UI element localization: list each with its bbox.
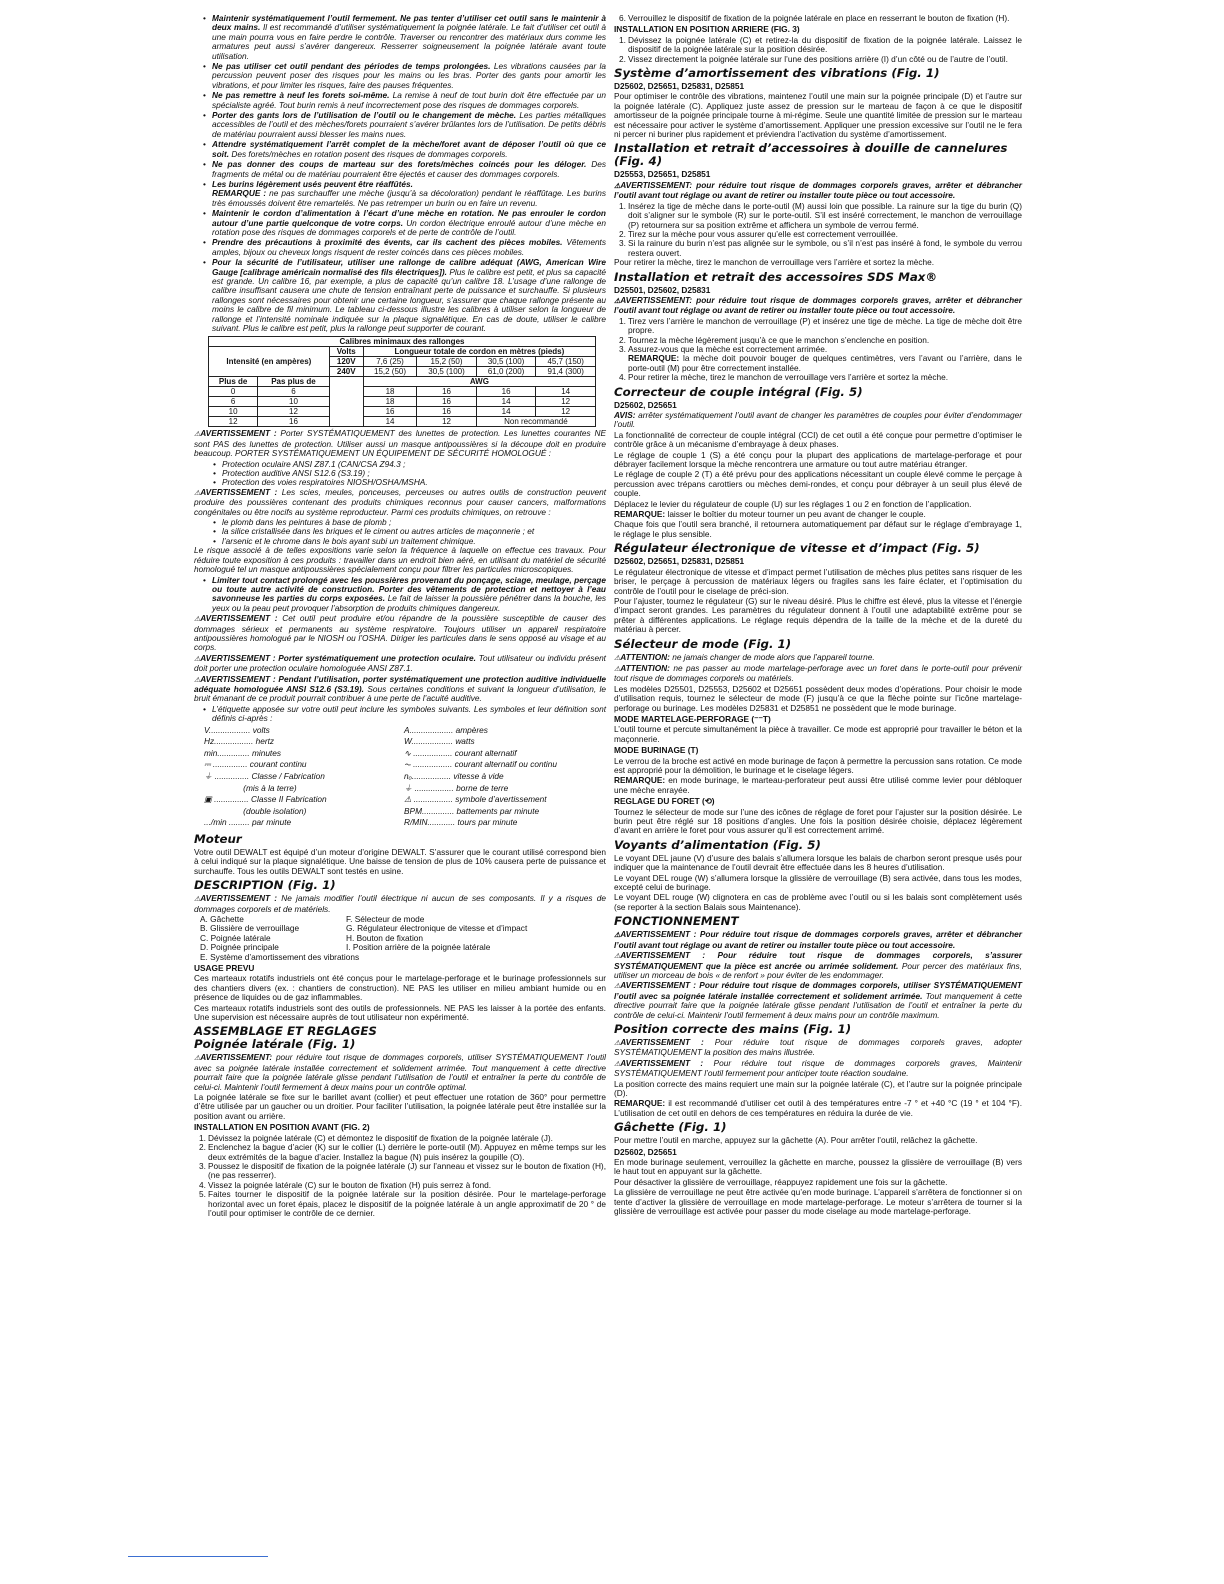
warning-pos-1: ⚠AVERTISSEMENT : Pour réduire tout risque de dommages corporels graves, adopter SYSTÉMATIQUEMENT la position des mains illustrée. [614,1036,1022,1058]
warning-icon: ⚠ [194,655,201,663]
warning-icon: ⚠ [194,616,201,624]
symbol-def: min.............. minutes [204,747,281,758]
heading-position: Position correcte des mains (Fig. 1) [614,1021,852,1036]
part-item: G. Régulateur électronique de vitesse et d’impact [346,923,528,934]
warning-icon: ⚠ [614,297,621,305]
usage-text-1: Ces marteaux rotatifs industriels ont été conçus pour le martelage-perforage et le burinage professionnels sur des chantiers divers (ex. : chantiers de construction). NE PAS les utiliser en milieu ambiant humide ou en présence de liquides ou de gaz inflammables. [194,973,606,1003]
mode-martelage-text: L’outil tourne et percute simultanément la pièce à travailler. Ce mode est approprié pour travailler le béton et la maçonnerie. [614,724,1022,744]
protection-item: • Protection des voies respiratoires NIOSH/OSHA/MSHA. [194,478,606,487]
regulateur-text-1: Le régulateur électronique de vitesse et d’impact permet l’utilisation de mèches plus petites sans risquer de les briser, le perçage à percussion de matériaux légers ou fragiles sans les faire éclater, et l’optimisation du contrôle de l’outil pour le ciselage de préci-sion. [614,566,1022,596]
protection-item: • Protection auditive ANSI S12.6 (S3.19) ; [194,469,606,478]
list-item: 1. Tirez vers l’arrière le manchon de verrouillage (P) et insérez une tige de mèche. La tige de mèche doit être propre. [619,315,1022,336]
cannelures-steps [614,202,1022,258]
bullet-dust: • Limiter tout contact prolongé avec les poussières provenant du ponçage, sciage, meulage, perçage ou toute autre activité de construction. Porter des vêtements de protection et nettoyer à l’eau savonneuse les parties du corps exposées. Le fait de laisser la poussière pénétrer dans la bouche, les yeux ou la peau peut provoquer l’absorption de produits chimiques dangereux. [194,576,606,614]
list-item: 3. Si la rainure du burin n’est pas alignée sur le symbole, ou s’il n’est pas inséré à fond, le symbole du verrou restera ouvert. [619,238,1022,258]
voyants-text-2: Le voyant DEL rouge (W) s’allumera lorsque la glissière de verrouillage (B) sera activée, dans tous les modes, excepté celui de burinage. [614,872,1022,893]
warning-respiratory: ⚠AVERTISSEMENT : Cet outil peut produire et/ou répandre de la poussière susceptible de causer des dommages sérieux et permanents au système respiratoire. Toujours utiliser un appareil respiratoire antipoussières homologué par le NIOSH ou l’OSHA. Diriger les particules dans le sens opposé au visage et au corps. [194,613,607,653]
page-marker-line [128,1556,268,1557]
warning-modify: ⚠AVERTISSEMENT : Ne jamais modifier l’outil électrique ni aucun de ses composants. Il y a risques de dommages corporels et de matériels. [194,893,606,914]
mode-burinage-remark: REMARQUE: en mode burinage, le marteau-perforateur peut aussi être utilisé comme levier pour débloquer une mèche enrayée. [614,775,1022,795]
bullet-1: • Maintenir systématiquement l’outil fermement. Ne pas tenter d’utiliser cet outil sans le maintenir à deux mains. Il est recommandé d’utiliser systématiquement la poignée latérale. Le fait d’utiliser cet outil à une main pourra vous en faire perdre le contrôle. Traverser ou rencontrer des matériaux durs comme les armatures peut aussi s’avérer dangereux. Resserrer soigneusement la poignée latérale avant toute utilisation. [194,14,606,61]
symbol-def: ⎓ ............... courant continu [204,759,307,770]
right-column [614,14,1022,1217]
warning-fonc-3: ⚠AVERTISSEMENT : Pour réduire tout risque de dommages corporels, utiliser SYSTÉMATIQUEMENT l’outil avec sa poignée latérale installée correctement et solidement arrimée. Tout manquement à cette directive pourrait faire que la poignée latérale glisse pendant l’utilisation de l’outil et entraîner la perte du contrôle de celui-ci. Maintenir l’outil fermement à deux mains pour un contrôle maximum. [614,980,1023,1020]
part-item: I. Position arrière de la poignée latérale [346,942,491,953]
warning-icon: ⚠ [194,1055,201,1063]
warning-icon: ⚠ [614,953,621,961]
models-couple: D25602, D25651 [614,399,677,410]
warning-poignee: ⚠AVERTISSEMENT: pour réduire tout risque de dommages corporels, utiliser SYSTÉMATIQUEMENT l’outil avec sa poignée latérale installée correctement et solidement arrimée. Tout manquement à cette directive pourrait faire que la poignée latérale glisse pendant l’utilisation de l’outil et entraîner la perte du contrôle de celui-ci. Maintenir l’outil fermement à deux mains pour un contrôle optimal. [194,1052,606,1092]
chemical-item: • la silice cristallisée dans les briques et le ciment ou autres articles de maçonnerie ; et [194,527,606,536]
avant-step-6 [614,14,1022,23]
list-item: 4. Pour retirer la mèche, tirez le manchon de verrouillage vers l’arrière et sortez la mèche. [619,372,949,383]
heading-gachette: Gâchette (Fig. 1) [614,1120,727,1135]
bullet-9: • Prendre des précautions à proximité des évents, car ils cachent des pièces mobiles. Vêtements amples, bijoux ou cheveux longs risquent de rester coincés dans ces pièces mobiles. [194,238,606,257]
bullet-5: • Attendre systématiquement l’arrêt complet de la mèche/foret avant de déposer l’outil où que ce soit. Des forets/mèches en rotation posent des risques de dommages corporels. [194,140,606,159]
symbol-def: .../min ......... par minute [204,817,292,828]
heading-arriere: INSTALLATION EN POSITION ARRIERE (FIG. 3) [614,24,800,35]
part-item: E. Système d’amortissement des vibrations [200,951,360,962]
vibrations-text: Pour optimiser le contrôle des vibrations, maintenez l’outil une main sur la poignée principale (D) et l’autre sur la poignée latérale (C). Appliquez juste assez de pression sur le marteau de façon à ce que le dispositif amortisseur de la poignée principale tourne à mi-régime. Seule une quantité limitée de pression sur le marteau est nécessaire pour activer le système d’amortissement. Appliquer une pression excessive sur l’outil ne le fera ni percer ni buriner plus rapidement et préviendra l’activation du système d’amortissement. [614,91,1022,140]
warning-sds: ⚠AVERTISSEMENT: pour réduire tout risque de dommages corporels graves, arrêter et débrancher l’outil avant tout réglage ou avant de retirer ou installer toute pièce ou tout accessoire. [614,294,1022,316]
part-item: H. Bouton de fixation [346,932,424,943]
chemical-item: • l’arsenic et le chrome dans le bois ayant subi un traitement chimique. [194,537,606,546]
table-blank [329,377,363,427]
models-gachette: D25602, D25651 [614,1146,677,1157]
avant-steps [194,1134,606,1219]
warning-icon: ⚠ [614,932,621,940]
voyants-text-3: Le voyant DEL rouge (W) clignotera en cas de problème avec l’outil ou si les balais sont complètement usés (se reporter à la section Balais sous Maintenance). [614,892,1022,912]
sds-steps [614,317,1022,383]
list-item: 3. Assurez-vous que la mèche est correctement arrimée. REMARQUE: la mèche doit pouvoir bouger de quelques centimètres, vers l’avant ou l’arrière, dans le porte-outil (M) pour être correctement installée. [619,343,1022,373]
risk-text: Le risque associé à de telles expositions varie selon la fréquence à laquelle on effectue ces travaux. Pour réduire toute exposition à ces produits : travailler dans un endroit bien aéré, en utilisant du matériel de sécurité homologué tel un masque antipoussières spécialement conçu pour filtrer les particules microscopiques. [194,545,606,575]
heading-poignee: Poignée latérale (Fig. 1) [194,1037,356,1052]
list-item: 2. Enclenchez la bague d’acier (K) sur le collier (L) derrière le porte-outil (M). Appuyez en même temps sur les deux extrémités de la bague d’acier. Installez la bague (N) puis insérez la goupille (O). [199,1142,606,1162]
usage-text-2: Ces marteaux rotatifs industriels sont des outils de professionnels. NE PAS les laisser à la portée des enfants. Une supervision est nécessaire auprès de tout utilisateur non expérimenté. [194,1002,606,1023]
symbol-def: (double isolation) [204,805,307,816]
couple-text-2: Le réglage de couple 1 (S) a été conçu pour la plupart des applications de martelage-perforage et pour débrayer facilement lorsque la mèche rencontrera une armature ou tout autre matériau étranger. [614,449,1022,470]
reglage-foret-text: Tournez le sélecteur de mode sur l’une des icônes de réglage de foret pour l’ajuster sur la position désirée. Le burin peut être réglé sur 18 positions d’angles. Une fois la position désirée choisie, déplacez légèrement d’avant en arrière le foret pour vous assurer qu’il est correctement arrimé. [614,806,1022,836]
symbol-def: (mis à la terre) [204,782,297,793]
models-cannelures: D25553, D25651, D25851 [614,169,711,180]
warning-eye-protection: ⚠AVERTISSEMENT : Porter systématiquement une protection oculaire. Tout utilisateur ou individu présent doit porter une protection oculaire homologuée ANSI Z87.1. [194,652,606,674]
heading-sds: Installation et retrait des accessoires SDS Max® [614,269,938,284]
list-item: 6. Verrouillez le dispositif de fixation de la poignée latérale en place en resserrant le bouton de fixation (H). [619,13,1010,23]
symbols-intro: • L’étiquette apposée sur votre outil peut inclure les symboles suivants. Les symboles et leur définition sont définis ci-après : [194,705,606,724]
list-item: 5. Faites tourner le dispositif de la poignée latérale sur la position désirée. Pour le martelage-perforage horizontal avec un foret épais, placez le dispositif de la poignée latérale à un angle approximatif de 20 ° de l’outil pour optimiser le contrôle de ce dernier. [199,1189,606,1218]
heading-description: DESCRIPTION (Fig. 1) [194,878,336,893]
heading-usage: USAGE PREVU [194,963,255,973]
heading-moteur: Moteur [194,831,242,846]
gachette-text-1: En mode burinage seulement, verrouillez la gâchette en marche, poussez la glissière de verrouillage (B) vers le haut tout en appuyant sur la gâchette. [614,1157,1022,1177]
warning-cannelures: ⚠AVERTISSEMENT: pour réduire tout risque de dommages corporels graves, arrêter et débrancher l’outil avant tout réglage ou avant de retirer ou installer toute pièce ou tout accessoire. [614,179,1022,201]
part-item: A. Gâchette [200,913,244,924]
protection-item: • Protection oculaire ANSI Z87.1 (CAN/CSA Z94.3 ; [194,460,606,469]
list-item: 2. Tournez la mèche légèrement jusqu’à ce que le manchon s’enclenche en position. [619,334,930,345]
extension-cord-table: Calibres minimaux des rallonges Intensité (en ampères) Volts Longueur totale de cordon en mètres (pieds) 120V 7,6 (25) 15,2 (50) 30,5 (100) 45,7 (150) 240V 15,2 (50) 30,5 (100) 61,0 (200) 91,4 (300) Plus de Pas plus de AWG 0 6 18 16 16 14 6 10 18 16 14 12 10 12 16 16 14 12 12 16 14 12 Non recommandé [208,336,596,427]
couple-text-3: Le réglage de couple 2 (T) a été prévu pour des applications nécessitant un couple élevé comme le perçage à percussion avec trépans carottiers ou mèches demi-rondes, et conçu pour débrayer à un seuil plus élevé de couple. [614,469,1022,499]
warning-hearing: ⚠AVERTISSEMENT : Pendant l’utilisation, porter systématiquement une protection auditive individuelle adéquate homologuée ANSI S12.6 (S3.19). Sous certaines conditions et suivant la longueur d’utilisation, le bruit émanant de ce produit pourrait contribuer à une perte de l’acuité auditive. [194,673,606,704]
bullet-6: • Ne pas donner des coups de marteau sur des forets/mèches coincés pour les déloger. Des fragments de métal ou de matériau pourraient être éjectés et causer des dommages corporels. [194,160,606,179]
models-vibrations: D25602, D25651, D25831, D25851 [614,81,745,92]
warning-fonc-2: ⚠AVERTISSEMENT : Pour réduire tout risque de dommages corporels, s’assurer SYSTÉMATIQUEMENT que la pièce est ancrée ou arrimée solidement. Pour percer des matériaux fins, utiliser un morceau de bois « de renfort » pour éviter de les endommager. [614,950,1022,980]
symbol-def: R/MIN............ tours par minute [404,817,518,828]
heading-regulateur: Régulateur électronique de vitesse et d’impact (Fig. 5) [614,541,980,556]
symbols-grid [204,726,606,830]
heading-vibrations: Système d’amortissement des vibrations (Fig. 1) [614,66,940,81]
warning-fonc-1: ⚠AVERTISSEMENT : Pour réduire tout risque de dommages corporels graves, arrêter et débrancher l’outil avant tout réglage ou avant de retirer ou installer toute pièce ou tout accessoire. [614,929,1022,950]
warning-icon: ⚠ [614,1039,621,1047]
list-item: 2. Tirez sur la mèche pour vous assurer qu’elle est correctement verrouillée. [619,228,898,239]
heading-avant: INSTALLATION EN POSITION AVANT (FIG. 2) [194,1122,370,1133]
symbol-def: ⏚ ................. borne de terre [404,782,509,793]
parts-list [200,915,606,962]
heading-voyants: Voyants d’alimentation (Fig. 5) [614,837,821,852]
symbol-def: ▣ ............... Classe II Fabrication [204,794,327,805]
models-regulateur: D25602, D25651, D25831, D25851 [614,556,745,567]
symbol-def: ∿ ................. courant alternatif [404,747,517,758]
heading-fonctionnement: FONCTIONNEMENT [614,914,739,929]
table-row: 12 16 14 12 Non recommandé [209,417,596,427]
heading-couple: Correcteur de couple intégral (Fig. 5) [614,384,863,399]
bullet-8: • Maintenir le cordon d’alimentation à l’écart d’une mèche en rotation. Ne pas enrouler le cordon autour d’une partie quelconque de votre corps. Un cordon électrique enroulé autour d’une mèche en rotation pose des risques de dommages corporels et de perte de contrôle de l’outil. [194,209,606,237]
heading-mode-burinage: MODE BURINAGE (T) [614,745,699,756]
couple-remark: REMARQUE: laisser le boîtier du moteur tourner un peu avant de changer le couple. [614,509,926,520]
bullet-4: • Porter des gants lors de l’utilisation de l’outil ou le changement de mèche. Les parties métalliques accessibles de l’outil et des mèches/forets pourraient s’avérer brûlantes lors de l’utilisation. De petits débris de matériau pourraient aussi blesser les mains nues. [194,111,606,139]
heading-mode-martelage: MODE MARTELAGE-PERFORAGE (⁻⁻T) [614,713,771,724]
position-text: La position correcte des mains requiert une main sur la poignée latérale (C), et l’autre sur la poignée principale (D). [614,1078,1022,1098]
couple-text-4: Déplacez le levier du régulateur de couple (U) sur les réglages 1 ou 2 en fonction de l’application. [614,498,972,509]
symbol-def: A................... ampères [404,724,488,735]
table-row: 6 10 18 16 14 12 [209,397,596,407]
warning-icon: ⚠ [194,431,201,439]
selecteur-text: Les modèles D25501, D25553, D25602 et D25651 possèdent deux modes d’opérations. Pour choisir le mode d’utilisation requis, tournez le sélecteur de mode (F) jusqu’à ce que la flèche pointe sur l’icône martelage-perforage ou burinage. Les modèles D25831 et D25851 ne possèdent que le mode burinage. [614,683,1022,713]
warning-eye: ⚠AVERTISSEMENT : Porter SYSTÉMATIQUEMENT des lunettes de protection. Les lunettes courantes NE sont PAS des lunettes de protection. Utiliser aussi un masque antipoussières si la découpe doit en produire beaucoup. PORTER SYSTÉMATIQUEMENT UN ÉQUIPEMENT DE SÉCURITÉ HOMOLOGUÉ : [194,428,606,459]
mode-burinage-text: Le verrou de la broche est activé en mode burinage de façon à permettre la percussion sans rotation. Ce mode est approprié pour la démolition, le burinage et le ciselage légers. [614,755,1022,775]
heading-selecteur: Sélecteur de mode (Fig. 1) [614,636,792,651]
symbol-def: nₒ................. vitesse à vide [404,770,504,781]
warning-icon: ⚠ [614,1060,621,1068]
bullet-2: • Ne pas utiliser cet outil pendant des périodes de temps prolongées. Les vibrations causées par la percussion peuvent poser des risques pour les mains ou les bras. Porter des gants pour amortir les vibrations, et pour limiter les risques, faire des pauses fréquentes. [194,62,606,90]
warning-pos-2: ⚠AVERTISSEMENT : Pour réduire tout risque de dommages corporels graves, Maintenir SYSTÉMATIQUEMENT l’outil fermement pour anticiper toute réaction soudaine. [614,1057,1022,1079]
couple-text-1: La fonctionnalité de correcteur de couple intégral (CCI) de cet outil a été conçue pour permettre d’optimiser le contrôle grâce à un mécanisme d’embrayage à deux phases. [614,429,1022,450]
position-remark: REMARQUE: il est recommandé d’utiliser cet outil à des températures entre -7 ° et +40 °C (19 ° et 104 °F). L’utilisation de cet outil en dehors de ces températures en réduira la durée de vie. [614,1098,1022,1118]
poignee-text: La poignée latérale se fixe sur le barillet avant (collier) et peut effectuer une rotation de 360° pour permettre d’être utilisée par un gaucher ou un droitier. Pour faciliter l’utilisation, la poignée latérale peut être installée sur la position avant ou arrière. [194,1092,606,1121]
gachette-text-3: La glissière de verrouillage ne peut être activée qu’en mode burinage. L’appareil s’arrêtera de fonctionner si on tente d’activer la glissière de verrouillage en mode martelage-perforage. Le moteur s’arrêtera de tourner si la glissière de verrouillage est activée pour passer du mode ciselage au mode martelage-perforage. [614,1187,1022,1217]
part-item: C. Poignée latérale [200,932,271,943]
list-item: 2. Vissez directement la poignée latérale sur l’une des positions arrière (I) d’un côté ou de l’autre de l’outil. [619,53,1008,64]
regulateur-text-2: Pour l’ajuster, tournez le régulateur (G) sur le niveau désiré. Plus le chiffre est élevé, plus la vitesse et l’énergie d’impact seront grandes. Les paramètres du régulateur donnent à l’outil une adaptabilité extrême pour se prêter à différentes applications. Le réglage requis dépendra de la taille de la mèche et de la dureté du matériau à percer. [614,595,1022,635]
symbol-def: ⏚ ............... Classe / Fabrication [204,770,325,781]
attention-1: ⚠ATTENTION: ne jamais changer de mode alors que l’appareil tourne. [614,651,875,662]
bullet-10: • Pour la sécurité de l’utilisateur, utiliser une rallonge de calibre adéquat (AWG, American Wire Gauge [calibrage américain normalisé des fils électriques]). Plus le calibre est petit, et plus sa capacité est grande. Un calibre 16, par exemple, a plus de capacité qu’un calibre 18. L’usage d’une rallonge de calibre insuffisant causera une chute de tension entraînant perte de puissance et surchauffe. Si plusieurs rallonges sont nécessaires pour obtenir une certaine longueur, s’assurer que chaque rallonge présente au moins le calibre de fil minimum. Le tableau ci-dessous illustre les calibres à utiliser selon la longueur de rallonge et l’intensité nominale indiquée sur la plaque signalétique. En cas de doute, utiliser le calibre suivant. Plus le calibre est petit, plus la rallonge peut supporter de courant. [194,258,606,333]
heading-assemblage: ASSEMBLAGE ET REGLAGES [194,1024,377,1039]
warning-icon: ⚠ [614,983,621,991]
symbol-def: Hz................. hertz [204,736,275,747]
heading-cannelures: Installation et retrait d’accessoires à douille de cannelures (Fig. 4) [614,141,1008,169]
left-column [194,14,606,1218]
models-sds: D25501, D25602, D25831 [614,284,711,295]
table-row: 0 6 18 16 16 14 [209,387,596,397]
warning-icon: ⚠ [614,182,621,190]
list-item: 1. Dévissez la poignée latérale (C) et retirez-la du dispositif de fixation de la poignée latérale. Laissez le dispositif de la poignée latérale sur la position désirée. [619,34,1022,55]
moteur-text: Votre outil DEWALT est équipé d’un moteur d’origine DEWALT. S’assurer que le courant utilisé correspond bien à celui indiqué sur la plaque signalétique. Une baisse de tension de plus de 10% causera perte de puissance et surchauffe. Tous les outils DEWALT sont testés en usine. [194,846,606,876]
gachette-text-2: Pour désactiver la glissière de verrouillage, réappuyez rapidement une fois sur la gâchette. [614,1176,948,1187]
warning-icon: ⚠ [614,665,621,673]
part-item: F. Sélecteur de mode [346,913,425,924]
couple-text-5: Chaque fois que l’outil sera branché, il retournera automatiquement par défaut sur le réglage d’embrayage 1, le réglage le plus sensible. [614,519,1022,539]
gachette-text: Pour mettre l’outil en marche, appuyez sur la gâchette (A). Pour arrêter l’outil, relâchez la gâchette. [614,1135,978,1146]
warning-icon: ⚠ [194,896,201,904]
warning-icon: ⚠ [614,654,621,662]
symbol-def: W.................. watts [404,736,475,747]
avis-couple: AVIS: arrêter systématiquement l’outil avant de changer les paramètres de couples pour éviter d’endommager l’outil. [614,410,1022,430]
warning-icon: ⚠ [194,489,201,497]
chemical-item: • le plomb dans les peintures à base de plomb ; [194,518,606,527]
list-item: 4. Vissez la poignée latérale (C) sur le bouton de fixation (H) puis serrez à fond. [199,1179,492,1190]
symbol-def: ⏦ ................. courant alternatif ou continu [404,759,557,770]
warning-dust: ⚠AVERTISSEMENT : Les scies, meules, ponceuses, perceuses ou autres outils de construction peuvent produire des poussières contenant des produits chimiques reconnus pour causer cancers, malformations congénitales ou être nocifs au système reproducteur. Parmi ces produits chimiques, on retrouve : [194,486,606,517]
list-item: 3. Poussez le dispositif de fixation de la poignée latérale (J) sur l’anneau et vissez sur le bouton de fixation (H), (ne pas resserrer). [199,1160,606,1181]
symbol-def: BPM.............. battements par minute [404,805,540,816]
part-item: D. Poignée principale [200,942,279,953]
symbol-def: V.................. volts [204,724,270,735]
heading-reglage-foret: REGLAGE DU FORET (⟲) [614,796,715,807]
arriere-steps [614,36,1022,64]
voyants-text-1: Le voyant DEL jaune (V) d’usure des balais s’allumera lorsque les balais de charbon seront presque usés pour indiquer que la maintenance de l’outil devrait être effectuée dans les 8 heures d’utilisation. [614,852,1022,873]
bullet-3: • Ne pas remettre à neuf les forets soi-même. La remise à neuf de tout burin doit être effectuée par un spécialiste agréé. Tout burin remis à neuf incorrectement pose des risques de dommages corporels. [194,91,606,110]
list-item: 1. Dévissez la poignée latérale (C) et démontez le dispositif de fixation de la poignée latérale (J). [199,1132,553,1143]
attention-2: ⚠ATTENTION: ne pas passer au mode martelage-perforage avec un foret dans le porte-outil pour prévenir tout risque de dommages corporels ou matériels. [614,662,1022,684]
part-item: B. Glissière de verrouillage [200,923,300,934]
warning-icon: ⚠ [194,676,201,684]
safety-bullets [194,14,606,333]
list-item: 1. Insérez la tige de mèche dans le porte-outil (M) aussi loin que possible. La rainure sur la tige du burin (Q) doit s’aligner sur le symbole (R) sur le porte-outil. S’il est inséré correctement, le manchon de verrouillage (P) retournera sur sa position extrême et affichera un symbole de verrou fermé. [619,200,1022,230]
table-row: 10 12 16 16 14 12 [209,407,596,417]
symbol-def: ⚠ ................. symbole d’avertissement [404,794,547,805]
bullet-7: • Les burins légèrement usés peuvent être réaffûtés. REMARQUE : ne pas surchauffer une mèche (jusqu’à sa décoloration) pendant le réaffûtage. Les burins très émoussés doivent être remartelés. Ne pas retremper un burin ou en faire un revenu. [194,180,606,208]
cannelures-end: Pour retirer la mèche, tirez le manchon de verrouillage vers l’arrière et sortez la mèche. [614,257,935,268]
